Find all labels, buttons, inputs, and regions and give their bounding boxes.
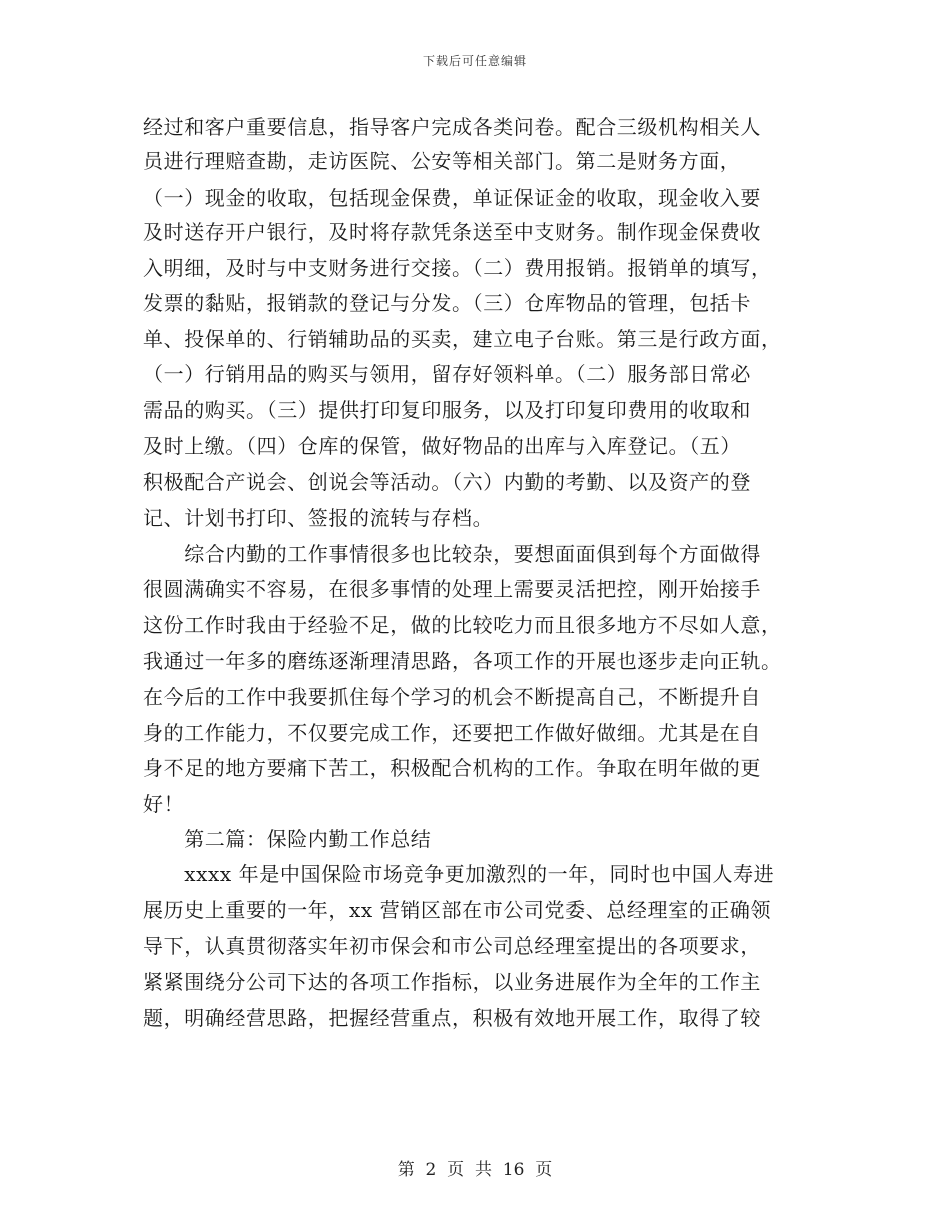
text-line: 好！ — [143, 792, 185, 816]
text-line: 题，明确经营思路，把握经营重点，积极有效地开展工作，取得了较 — [143, 1006, 761, 1030]
text-line: 及时送存开户银行，及时将存款凭条送至中支财务。制作现金保费收 — [143, 220, 761, 244]
text-line: （一）现金的收取，包括现金保费，单证保证金的收取，现金收入要 — [143, 186, 761, 210]
text-line: 记、计划书打印、签报的流转与存档。 — [143, 506, 494, 530]
text-line: 展历史上重要的一年，xx 营销区部在市公司党委、总经理室的正确领 — [143, 898, 772, 922]
text-line: 身不足的地方要痛下苦工，积极配合机构的工作。争取在明年做的更 — [143, 756, 761, 780]
page-number-footer: 第 2 页 共 16 页 — [397, 1160, 553, 1180]
text-line: 及时上缴。（四）仓库的保管，做好物品的出库与入库登记。（五） — [143, 434, 741, 458]
text-line: 我通过一年多的磨练逐渐理清思路，各项工作的开展也逐步走向正轨。 — [143, 649, 782, 673]
text-line: 入明细，及时与中支财务进行交接。（二）费用报销。报销单的填写， — [143, 256, 772, 280]
text-line: 需品的购买。（三）提供打印复印服务，以及打印复印费用的收取和 — [143, 398, 751, 422]
text-line: 在今后的工作中我要抓住每个学习的机会不断提高自己，不断提升自 — [143, 685, 761, 709]
page-header-note: 下载后可任意编辑 — [422, 54, 527, 68]
text-line: 导下，认真贯彻落实年初市保会和市公司总经理室提出的各项要求， — [143, 934, 761, 958]
text-line: 积极配合产说会、创说会等活动。（六）内勤的考勤、以及资产的登 — [143, 470, 751, 494]
text-line: 很圆满确实不容易，在很多事情的处理上需要灵活把控，刚开始接手 — [143, 577, 761, 601]
text-line: 发票的黏贴，报销款的登记与分发。（三）仓库物品的管理，包括卡 — [143, 291, 751, 315]
text-line: 单、投保单的、行销辅助品的买卖，建立电子台账。第三是行政方面， — [143, 327, 782, 351]
text-line: 员进行理赔查勘，走访医院、公安等相关部门。第二是财务方面， — [143, 149, 741, 173]
section-heading: 第二篇：保险内勤工作总结 — [143, 827, 432, 851]
text-line: （一）行销用品的购买与领用，留存好领料单。（二）服务部日常必 — [143, 362, 751, 386]
text-line: 这份工作时我由于经验不足，做的比较吃力而且很多地方不尽如人意， — [143, 613, 782, 637]
text-line: 综合内勤的工作事情很多也比较杂，要想面面俱到每个方面做得 — [143, 542, 761, 566]
text-line: 紧紧围绕分公司下达的各项工作指标，以业务进展作为全年的工作主 — [143, 970, 761, 994]
text-line: xxxx 年是中国保险市场竞争更加激烈的一年，同时也中国人寿进 — [143, 862, 775, 886]
text-line: 经过和客户重要信息，指导客户完成各类问卷。配合三级机构相关人 — [143, 115, 761, 139]
text-line: 身的工作能力，不仅要完成工作，还要把工作做好做细。尤其是在自 — [143, 721, 761, 745]
